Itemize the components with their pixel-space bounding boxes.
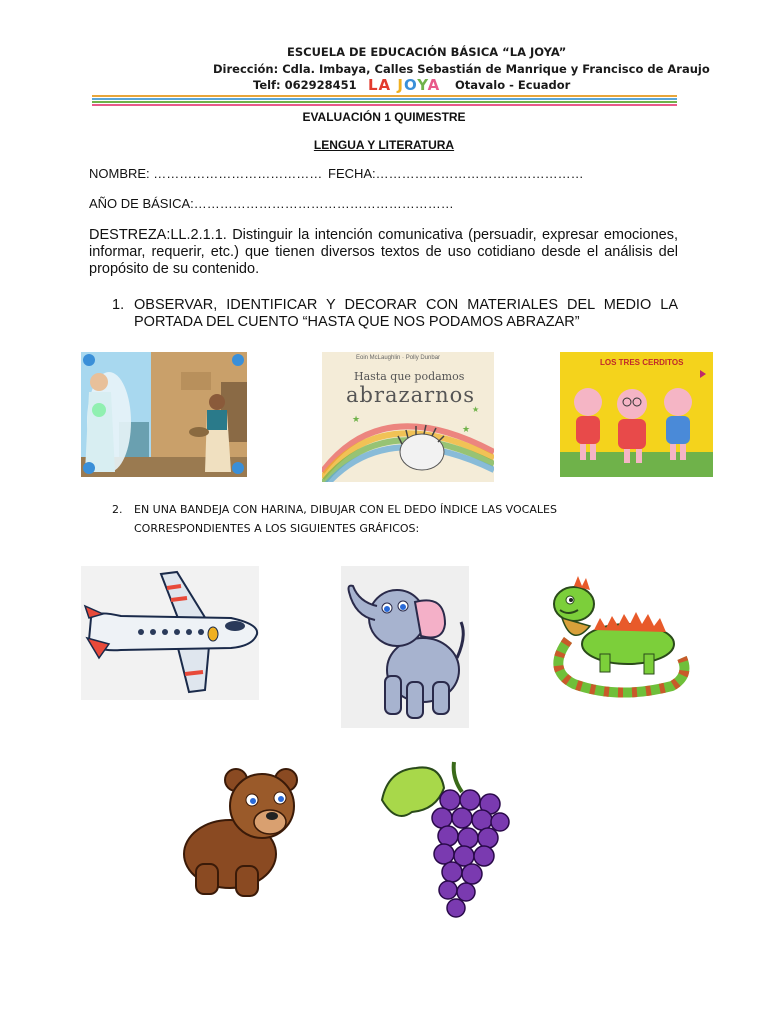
subject-title: LENGUA Y LITERATURA (313, 138, 455, 152)
bear-icon (178, 760, 300, 900)
header-stripe (92, 104, 677, 106)
school-logo: LA JOYA (368, 76, 441, 94)
date-field[interactable]: FECHA:………………………………………… (328, 166, 584, 181)
question-2-line-2: CORRESPONDIENTES A LOS SIGUIENTES GRÁFICOS: (134, 522, 420, 535)
book-title-line-2: abrazarnos (346, 383, 476, 407)
question-1-number: 1. (112, 297, 125, 313)
school-city: Otavalo - Ecuador (455, 78, 571, 92)
three-pigs-illustration (560, 352, 713, 477)
elephant-icon (341, 566, 469, 728)
grade-field[interactable]: AÑO DE BÁSICA:…………………………………………………… (89, 196, 454, 211)
angel-and-woman-illustration (81, 352, 247, 477)
question-1-text: OBSERVAR, IDENTIFICAR Y DECORAR CON MATERIALES DEL MEDIO LA PORTADA DEL CUENTO “HASTA QUE NOS PODAMOS ABRAZAR” (134, 297, 678, 330)
school-address: Dirección: Cdla. Imbaya, Calles Sebastián de Manrique y Francisco de Araujo (213, 62, 710, 76)
question-2-number: 2. (112, 503, 123, 516)
header-stripe (92, 98, 677, 100)
iguana-icon (548, 566, 690, 706)
school-name: ESCUELA DE EDUCACIÓN BÁSICA “LA JOYA” (287, 45, 567, 59)
exam-title: EVALUACIÓN 1 QUIMESTRE (302, 110, 466, 124)
book-title-line-1: Hasta que podamos (354, 370, 465, 383)
book-cover-illustration (322, 352, 494, 482)
svg-text:★: ★ (472, 405, 480, 414)
header-stripe (92, 101, 677, 103)
book-authors: Eoin McLaughlin · Polly Dunbar (356, 355, 441, 361)
airplane-icon (81, 566, 259, 700)
name-field[interactable]: NOMBRE: ………………………………… (89, 166, 323, 181)
pigs-cover-title: LOS TRES CERDITOS (600, 358, 684, 367)
svg-text:★: ★ (352, 414, 361, 424)
skill-statement: DESTREZA:LL.2.1.1. Distinguir la intención comunicativa (persuadir, expresar emociones, informar, requerir, etc.) que tienen diversos textos de uso cotidiano desde el análisis del propósito de su contenido. (89, 227, 678, 277)
svg-text:★: ★ (462, 424, 471, 434)
grapes-icon (378, 760, 512, 928)
header-stripe (92, 95, 677, 97)
school-phone: Telf: 062928451 (253, 78, 357, 92)
question-2-line-1: EN UNA BANDEJA CON HARINA, DIBUJAR CON EL DEDO ÍNDICE LAS VOCALES (134, 503, 557, 516)
